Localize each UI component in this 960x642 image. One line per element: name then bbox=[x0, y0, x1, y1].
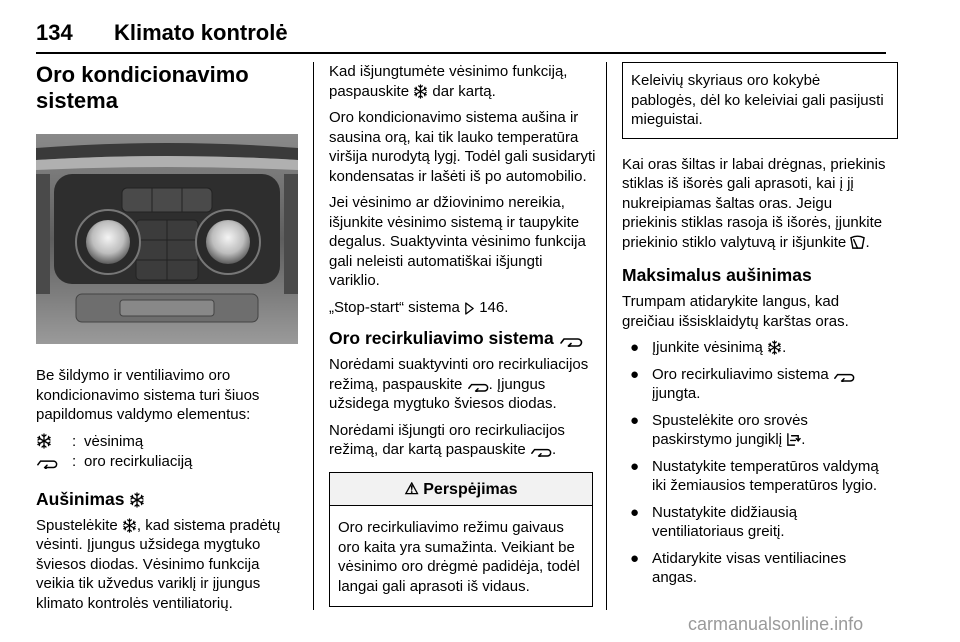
paragraph: „Stop-start“ sistema 146. bbox=[329, 298, 509, 316]
paragraph: Trumpam atidarykite langus, kad greičiau išsisklaidytų karštas oras. bbox=[622, 293, 849, 330]
list-item: ● Įjunkite vėsinimą . bbox=[630, 339, 787, 356]
list-item: ● Spustelėkite oro srovės paskirstymo jungiklį . bbox=[630, 411, 808, 448]
paragraph: Norėdami suaktyvinti oro recirkuliacijos režimą, paspauskite . Įjungus užsidega mygtuko šviesos diodas. bbox=[329, 356, 589, 412]
cooling-heading: Aušinimas bbox=[36, 488, 298, 510]
recirculation-icon bbox=[36, 455, 58, 469]
snowflake-icon bbox=[122, 518, 137, 533]
warning-title: Perspėjimas bbox=[423, 480, 518, 498]
recirculation-icon bbox=[559, 333, 583, 347]
bullet: ● bbox=[630, 365, 640, 383]
definition-row: : vėsinimą bbox=[36, 432, 298, 452]
paragraph: Kad išjungtumėte vėsinimo funkciją, paspauskite dar kartą. bbox=[329, 63, 568, 100]
snowflake-icon bbox=[129, 492, 145, 508]
bullet: ● bbox=[630, 549, 640, 567]
list-item: ● Oro recirkuliavimo sistema įjungta. bbox=[622, 365, 888, 404]
recirculation-icon bbox=[467, 379, 489, 392]
watermark: carmanualsonline.info bbox=[688, 614, 864, 634]
list-item: ● Nustatykite temperatūros valdymą iki žemiausios temperatūros lygio. bbox=[630, 457, 879, 494]
bullet: ● bbox=[630, 339, 640, 356]
snowflake-icon bbox=[767, 340, 782, 355]
bullet: ● bbox=[630, 457, 640, 475]
paragraph: Oro kondicionavimo sistema aušina ir sausina orą, kai tik lauko temperatūra viršija nurodytą lygį. Todėl gali susidaryti kondensatas ir lašėti iš po automobilio. bbox=[329, 109, 596, 185]
note-box: Keleivių skyriaus oro kokybė pablogės, dėl ko keleiviai gali pasijusti mieguistai. bbox=[622, 62, 898, 139]
section-title: Klimato kontrolė bbox=[114, 20, 288, 45]
bullet-list bbox=[622, 338, 888, 588]
bullet: ● bbox=[630, 411, 640, 429]
snowflake-icon bbox=[36, 433, 52, 449]
airflow-icon bbox=[786, 432, 801, 447]
warning-text: Oro recirkuliavimo režimu gaivaus oro kaita yra sumažinta. Veikiant be vėsinimo oro drėgmė padidėja, todėl langai gali aprasoti iš vidaus. bbox=[338, 519, 580, 595]
bullet: ● bbox=[630, 503, 640, 521]
column-divider bbox=[313, 62, 314, 610]
paragraph: Jei vėsinimo ar džiovinimo nereikia, išjunkite vėsinimo sistemą ir taupykite degalus. Suaktyvinta vėsinimo funkcija gali neleisti automatiškai išjungti variklio. bbox=[329, 194, 586, 289]
column-left bbox=[36, 62, 298, 620]
definition-list bbox=[36, 432, 298, 472]
snowflake-icon bbox=[413, 84, 428, 99]
warning-icon: ⚠ bbox=[404, 480, 419, 498]
recirculation-icon bbox=[530, 444, 552, 457]
warning-box bbox=[329, 472, 593, 608]
page-reference-icon bbox=[464, 302, 475, 315]
page-number: 134 bbox=[36, 20, 73, 45]
paragraph: Norėdami išjungti oro recirkuliacijos režimą, dar kartą paspauskite . bbox=[329, 421, 565, 458]
climate-panel-photo bbox=[36, 134, 298, 344]
intro-text: Be šildymo ir ventiliavimo oro kondicionavimo sistema turi šiuos papildomus valdymo elementus: bbox=[36, 367, 260, 423]
definition-row: : oro recirkuliaciją bbox=[36, 452, 298, 472]
wiper-icon bbox=[850, 235, 865, 250]
recirc-heading: Oro recirkuliavimo sistema bbox=[329, 327, 597, 349]
column-right bbox=[622, 62, 888, 595]
list-item: ● Nustatykite didžiausią ventiliatoriaus greitį. bbox=[630, 503, 798, 540]
cooling-text: Spustelėkite , kad sistema pradėtų vėsinti. Įjungus užsidega mygtuko šviesos diodas. Vėsinimo funkcija veikia tik užvedus variklį ir įjungus klimato kontrolės ventiliatorių. bbox=[36, 516, 281, 612]
definition-text: vėsinimą bbox=[84, 432, 144, 450]
list-item: ● Atidarykite visas ventiliacines angas. bbox=[630, 549, 847, 586]
page-reference-link[interactable]: 146. bbox=[479, 298, 509, 316]
page-header bbox=[36, 12, 886, 54]
definition-text: oro recirkuliaciją bbox=[84, 452, 193, 470]
paragraph: Kai oras šiltas ir labai drėgnas, priekinis stiklas iš išorės gali aprasoti, kai į jį nukreipiamas šaltas oras. Jeigu priekinis stiklas rasoja iš išorės, įjunkite priekinio stiklo valytuvą ir išjunkite . bbox=[622, 155, 886, 251]
page-title: Oro kondicionavimo sistema bbox=[36, 62, 249, 113]
recirculation-icon bbox=[833, 369, 855, 382]
max-cooling-heading: Maksimalus aušinimas bbox=[622, 265, 812, 285]
column-middle bbox=[329, 62, 597, 607]
column-divider bbox=[606, 62, 607, 610]
warning-header bbox=[330, 473, 592, 507]
